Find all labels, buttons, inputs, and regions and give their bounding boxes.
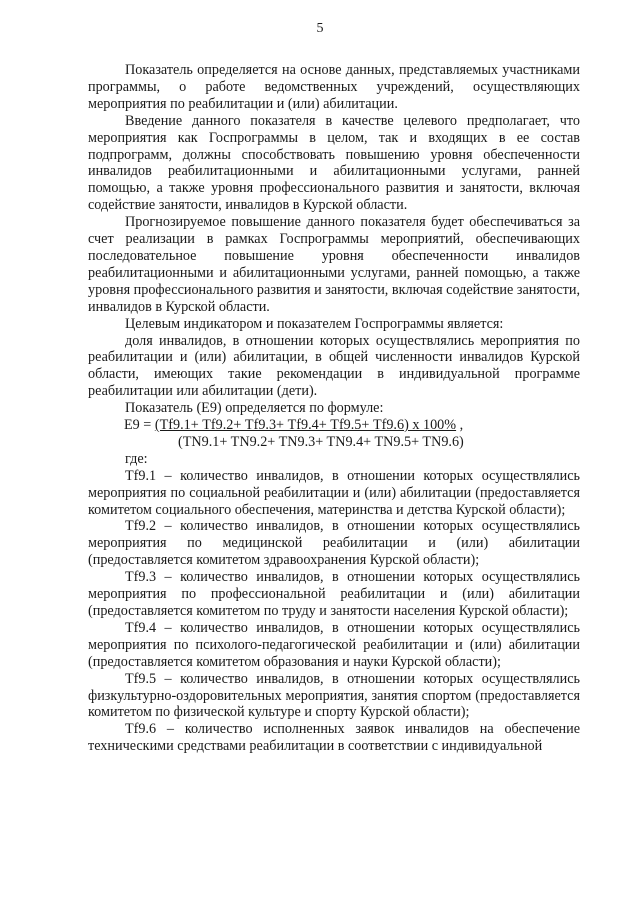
formula-denominator: (TN9.1+ TN9.2+ TN9.3+ TN9.4+ TN9.5+ TN9.6) [178,433,464,450]
definition-tf9-1: Тf9.1 – количество инвалидов, в отношении которых осуществлялись мероприятия по социальной реабилитации и (или) абилитации (предоставляется комитетом социального обеспечения, материнства и детства Курской области); [88,467,580,518]
paragraph-indicator-purpose: Введение данного показателя в качестве целевого предполагает, что мероприятия как Госпрограммы в целом, так и входящих в ее состав подпрограмм, должны способствовать повышению уровня обеспеченности инвалидов реабилитационными и абилитационными услугами, ранней помощью, а также уровня профессионального развития и занятости, включая содействие занятости, инвалидов в Курской области. [88,112,580,214]
paragraph-formula-intro: Показатель (Е9) определяется по формуле: [125,400,384,417]
definition-tf9-3: Тf9.3 – количество инвалидов, в отношении которых осуществлялись мероприятия по профессиональной реабилитации и (или) абилитации (предоставляется комитетом по труду и занятости населения Курской области); [88,569,580,619]
paragraph-target-indicator: Целевым индикатором и показателем Госпрограммы является: [125,315,504,332]
definition-tf9-6: Тf9.6 – количество исполненных заявок инвалидов на обеспечение техническими средствами реабилитации в соответствии с индивидуальной [88,721,580,755]
document-body [88,62,580,755]
where-label: где: [125,450,148,467]
formula-tail: , [456,417,464,434]
paragraph-forecast: Прогнозируемое повышение данного показателя будет обеспечиваться за счет реализации в рамках Госпрограммы мероприятий, обеспечивающих последовательное повышение уровня обеспеченности инвалидов реабилитационными и абилитационными услугами, ранней помощью, а также уровня профессионального развития и занятости, включая содействие занятости, инвалидов в Курской области. [88,214,580,315]
formula-numerator: (Тf9.1+ Тf9.2+ Тf9.3+ Тf9.4+ Тf9.5+ Тf9.6) х 100% [154,417,457,434]
definition-tf9-5: Тf9.5 – количество инвалидов, в отношении которых осуществлялись физкультурно-оздоровительных мероприятия, занятия спортом (предоставляется комитетом по физической культуре и спорту Курской области); [88,670,580,721]
paragraph-indicator-definition: доля инвалидов, в отношении которых осуществлялись мероприятия по реабилитации и (или) абилитации, в общей численности инвалидов Курской области, имеющих такие рекомендации в индивидуальной программе реабилитации или абилитации (дети). [88,332,580,400]
definition-tf9-2: Тf9.2 – количество инвалидов, в отношении которых осуществлялись мероприятия по медицинской реабилитации и (или) абилитации (предоставляется комитетом здравоохранения Курской области); [88,518,580,569]
formula-lhs: Е9 = [124,417,155,434]
page-number: 5 [316,21,324,36]
formula-numerator-line [88,417,580,434]
definition-tf9-4: Тf9.4 – количество инвалидов, в отношении которых осуществлялись мероприятия по психолого-педагогической реабилитации и (или) абилитации (предоставляется комитетом образования и науки Курской области); [88,619,580,670]
paragraph-indicator-source: Показатель определяется на основе данных, представляемых участниками программы, о работе ведомственных учреждений, осуществляющих мероприятия по реабилитации и (или) абилитации. [88,62,580,112]
